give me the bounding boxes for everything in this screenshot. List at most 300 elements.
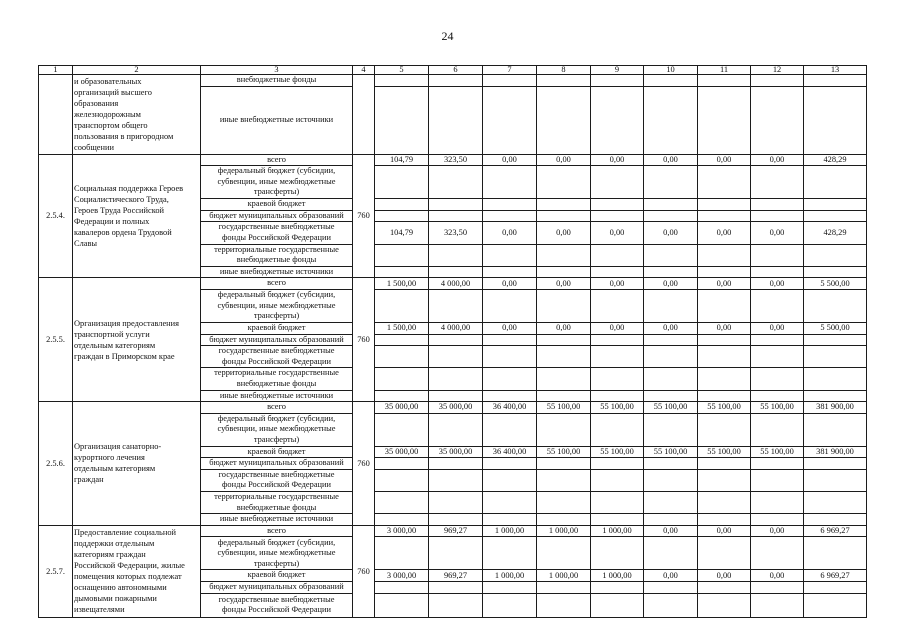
value-cell [698,86,751,154]
table-row [39,278,867,290]
value-cell [483,166,537,199]
value-cell [804,86,867,154]
funding-source-label: бюджет муниципальных образований [201,334,353,346]
value-cell: 1 000,00 [483,525,537,537]
value-cell [375,368,429,390]
value-cell: 55 100,00 [644,446,698,458]
funding-source-label: всего [201,525,353,537]
value-cell [804,244,867,266]
value-cell [644,413,698,446]
value-cell [698,413,751,446]
value-cell [483,334,537,346]
row-title: Организация предоставления транспортной услуги отдельным категориям граждан в Приморском крае [73,278,201,402]
value-cell [537,266,591,278]
value-cell: 0,00 [591,154,644,166]
funding-source-label: иные внебюджетные источники [201,86,353,154]
value-cell [537,582,591,594]
funding-source-label: внебюджетные фонды [201,75,353,87]
value-cell [804,166,867,199]
row-title: Организация санаторно- курортного лечения отдельным категориям граждан [73,402,201,526]
value-cell: 55 100,00 [591,402,644,414]
funding-source-label: бюджет муниципальных образований [201,582,353,594]
value-cell [644,390,698,402]
value-cell [644,368,698,390]
column-header: 9 [591,66,644,75]
value-cell [429,334,483,346]
value-cell [591,289,644,322]
value-cell [751,593,804,617]
funding-source-label: федеральный бюджет (субсидии, субвенции, иные межбюджетные трансферты) [201,289,353,322]
value-cell: 35 000,00 [429,446,483,458]
value-cell [591,492,644,514]
value-cell [804,210,867,222]
value-cell [537,413,591,446]
value-cell [375,346,429,368]
value-cell [483,413,537,446]
value-cell [375,582,429,594]
value-cell [698,537,751,570]
value-cell: 0,00 [751,278,804,290]
value-cell [429,199,483,211]
value-cell [698,166,751,199]
value-cell [698,346,751,368]
value-cell [698,390,751,402]
value-cell [644,210,698,222]
value-cell [591,458,644,470]
value-cell: 4 000,00 [429,278,483,290]
value-cell [698,368,751,390]
value-cell [698,514,751,526]
value-cell [375,413,429,446]
value-cell [751,413,804,446]
value-cell [537,210,591,222]
value-cell [644,166,698,199]
value-cell: 0,00 [698,525,751,537]
value-cell [429,210,483,222]
funding-source-label: всего [201,278,353,290]
value-cell [429,346,483,368]
funding-source-label: краевой бюджет [201,446,353,458]
value-cell [429,582,483,594]
value-cell: 0,00 [698,222,751,244]
value-cell [483,266,537,278]
value-cell [429,86,483,154]
value-cell [804,458,867,470]
row-code: 2.5.7. [39,525,73,617]
column-header: 7 [483,66,537,75]
value-cell: 55 100,00 [751,446,804,458]
value-cell [644,593,698,617]
value-cell [483,199,537,211]
value-cell: 35 000,00 [429,402,483,414]
value-cell: 0,00 [644,525,698,537]
row-title: Предоставление социальной поддержки отдельным категориям граждан Российской Федерации, жилые помещения которых подлежат оснащению автономными дымовыми пожарными извещателями [73,525,201,617]
value-cell [429,166,483,199]
row-code: 2.5.6. [39,402,73,526]
value-cell [375,199,429,211]
value-cell [751,469,804,491]
value-cell: 1 000,00 [591,525,644,537]
value-cell [429,469,483,491]
value-cell [591,582,644,594]
value-cell [375,334,429,346]
row-title: и образовательных организаций высшего образования железнодорожным транспортом общего пользования в пригородном сообщении [73,75,201,155]
value-cell [804,75,867,87]
funding-source-label: государственные внебюджетные фонды Российской Федерации [201,346,353,368]
value-cell [644,199,698,211]
value-cell [375,244,429,266]
column-header: 1 [39,66,73,75]
value-cell: 1 000,00 [537,570,591,582]
value-cell: 0,00 [644,278,698,290]
value-cell: 0,00 [698,154,751,166]
value-cell: 55 100,00 [644,402,698,414]
value-cell [751,210,804,222]
value-cell [429,266,483,278]
value-cell [375,289,429,322]
value-cell [483,469,537,491]
value-cell: 428,29 [804,154,867,166]
value-cell [804,390,867,402]
column-header: 8 [537,66,591,75]
funding-source-label: территориальные государственные внебюджетные фонды [201,492,353,514]
value-cell [644,514,698,526]
value-cell: 3 000,00 [375,570,429,582]
value-cell [751,289,804,322]
value-cell [751,537,804,570]
value-cell: 55 100,00 [537,446,591,458]
value-cell [483,593,537,617]
value-cell [751,390,804,402]
value-cell [591,334,644,346]
value-cell [751,458,804,470]
value-cell: 55 100,00 [698,446,751,458]
value-cell [644,582,698,594]
value-cell [804,492,867,514]
value-cell [591,346,644,368]
value-cell [751,492,804,514]
value-cell [483,289,537,322]
value-cell [375,166,429,199]
value-cell: 35 000,00 [375,402,429,414]
value-cell [483,458,537,470]
funding-source-label: федеральный бюджет (субсидии, субвенции, иные межбюджетные трансферты) [201,537,353,570]
value-cell [751,266,804,278]
value-cell [591,413,644,446]
funding-source-label: всего [201,402,353,414]
value-cell [375,75,429,87]
value-cell [429,75,483,87]
funding-source-label: иные внебюджетные источники [201,266,353,278]
value-cell [537,199,591,211]
value-cell [804,199,867,211]
value-cell [537,492,591,514]
value-cell [537,166,591,199]
value-cell: 55 100,00 [698,402,751,414]
value-cell: 1 000,00 [537,525,591,537]
value-cell [429,390,483,402]
value-cell: 323,50 [429,222,483,244]
value-cell [591,75,644,87]
row-code: 2.5.4. [39,154,73,278]
value-cell [751,368,804,390]
value-cell: 0,00 [591,322,644,334]
column-header: 6 [429,66,483,75]
value-cell: 55 100,00 [537,402,591,414]
value-cell [698,469,751,491]
value-cell: 6 969,27 [804,570,867,582]
value-cell [804,346,867,368]
value-cell [483,210,537,222]
row-code [39,75,73,155]
funding-source-label: краевой бюджет [201,570,353,582]
value-cell [804,514,867,526]
value-cell [751,75,804,87]
funding-source-label: краевой бюджет [201,322,353,334]
value-cell: 1 000,00 [483,570,537,582]
value-cell [698,458,751,470]
funding-source-label: территориальные государственные внебюджетные фонды [201,368,353,390]
table-body [39,75,867,618]
value-cell [804,593,867,617]
budget-table [38,65,867,618]
value-cell: 0,00 [698,570,751,582]
value-cell [804,413,867,446]
value-cell: 36 400,00 [483,402,537,414]
value-cell: 0,00 [537,322,591,334]
value-cell [644,346,698,368]
value-cell: 0,00 [698,322,751,334]
value-cell [537,86,591,154]
value-cell [375,458,429,470]
value-cell [429,537,483,570]
column-header: 10 [644,66,698,75]
value-cell: 0,00 [591,278,644,290]
value-cell [429,593,483,617]
value-cell [591,593,644,617]
unit-code: 760 [353,525,375,617]
value-cell [591,244,644,266]
value-cell: 381 900,00 [804,446,867,458]
value-cell [375,210,429,222]
value-cell [429,514,483,526]
value-cell [429,368,483,390]
value-cell: 0,00 [644,322,698,334]
value-cell: 969,27 [429,570,483,582]
table-row [39,402,867,414]
value-cell [429,413,483,446]
value-cell [644,458,698,470]
value-cell: 0,00 [537,222,591,244]
value-cell [591,166,644,199]
value-cell [537,368,591,390]
value-cell [537,514,591,526]
value-cell [644,334,698,346]
unit-code: 760 [353,402,375,526]
value-cell [591,390,644,402]
value-cell [537,458,591,470]
value-cell: 0,00 [537,278,591,290]
value-cell [804,289,867,322]
value-cell [751,346,804,368]
value-cell: 6 969,27 [804,525,867,537]
value-cell: 0,00 [483,222,537,244]
value-cell [375,593,429,617]
value-cell: 3 000,00 [375,525,429,537]
value-cell [644,244,698,266]
value-cell [644,289,698,322]
value-cell [483,346,537,368]
value-cell: 0,00 [751,322,804,334]
value-cell [698,582,751,594]
value-cell [429,289,483,322]
funding-source-label: государственные внебюджетные фонды Российской Федерации [201,593,353,617]
value-cell: 969,27 [429,525,483,537]
value-cell: 0,00 [537,154,591,166]
value-cell [751,244,804,266]
value-cell [591,199,644,211]
value-cell: 1 500,00 [375,278,429,290]
unit-code: 760 [353,154,375,278]
funding-source-label: всего [201,154,353,166]
value-cell [537,334,591,346]
value-cell [591,210,644,222]
value-cell [644,266,698,278]
value-cell [591,266,644,278]
value-cell [537,537,591,570]
value-cell: 323,50 [429,154,483,166]
value-cell: 5 500,00 [804,322,867,334]
value-cell [537,390,591,402]
value-cell [483,368,537,390]
value-cell [537,289,591,322]
funding-source-label: федеральный бюджет (субсидии, субвенции, иные межбюджетные трансферты) [201,413,353,446]
value-cell [483,514,537,526]
value-cell [591,469,644,491]
value-cell: 35 000,00 [375,446,429,458]
column-header: 3 [201,66,353,75]
value-cell: 0,00 [751,222,804,244]
value-cell: 36 400,00 [483,446,537,458]
value-cell: 55 100,00 [591,446,644,458]
value-cell [698,199,751,211]
unit-code: 760 [353,278,375,402]
value-cell: 0,00 [644,154,698,166]
value-cell [804,368,867,390]
column-header: 4 [353,66,375,75]
value-cell: 0,00 [483,322,537,334]
value-cell [429,244,483,266]
value-cell [751,334,804,346]
table-row [39,154,867,166]
value-cell [375,469,429,491]
value-cell: 0,00 [483,278,537,290]
value-cell [591,514,644,526]
value-cell: 0,00 [751,570,804,582]
value-cell: 0,00 [698,278,751,290]
value-cell [591,86,644,154]
value-cell [804,582,867,594]
funding-source-label: бюджет муниципальных образований [201,210,353,222]
table-row [39,525,867,537]
value-cell [698,75,751,87]
column-header: 11 [698,66,751,75]
value-cell [375,266,429,278]
column-header: 12 [751,66,804,75]
column-header: 5 [375,66,429,75]
unit-code [353,75,375,155]
value-cell [698,593,751,617]
value-cell [804,334,867,346]
table-row [39,75,867,87]
funding-source-label: государственные внебюджетные фонды Российской Федерации [201,222,353,244]
funding-source-label: краевой бюджет [201,199,353,211]
value-cell: 104,79 [375,154,429,166]
table-header [39,66,867,75]
value-cell: 428,29 [804,222,867,244]
value-cell [804,266,867,278]
value-cell [644,492,698,514]
funding-source-label: иные внебюджетные источники [201,390,353,402]
value-cell [698,210,751,222]
value-cell [537,469,591,491]
value-cell [375,390,429,402]
value-cell [751,514,804,526]
value-cell [644,75,698,87]
funding-source-label: территориальные государственные внебюджетные фонды [201,244,353,266]
value-cell [375,514,429,526]
value-cell [698,334,751,346]
value-cell [804,469,867,491]
value-cell [698,289,751,322]
value-cell [751,582,804,594]
value-cell [375,492,429,514]
value-cell [429,492,483,514]
value-cell: 5 500,00 [804,278,867,290]
value-cell: 55 100,00 [751,402,804,414]
row-title: Социальная поддержка Героев Социалистического Труда, Героев Труда Российской Федерации и полных кавалеров ордена Трудовой Славы [73,154,201,278]
value-cell: 381 900,00 [804,402,867,414]
value-cell [483,537,537,570]
value-cell [644,86,698,154]
value-cell: 104,79 [375,222,429,244]
value-cell: 0,00 [751,525,804,537]
value-cell [537,75,591,87]
value-cell: 0,00 [644,222,698,244]
page-number: 24 [441,29,454,43]
row-code: 2.5.5. [39,278,73,402]
value-cell [537,244,591,266]
value-cell [698,492,751,514]
value-cell [483,492,537,514]
value-cell: 1 500,00 [375,322,429,334]
value-cell: 0,00 [483,154,537,166]
value-cell [483,86,537,154]
column-header: 2 [73,66,201,75]
value-cell [483,75,537,87]
value-cell [644,537,698,570]
funding-source-label: федеральный бюджет (субсидии, субвенции, иные межбюджетные трансферты) [201,166,353,199]
value-cell [698,266,751,278]
value-cell [375,537,429,570]
column-header: 13 [804,66,867,75]
funding-source-label: иные внебюджетные источники [201,514,353,526]
value-cell [591,368,644,390]
value-cell [698,244,751,266]
value-cell [483,244,537,266]
value-cell [644,469,698,491]
value-cell [537,593,591,617]
